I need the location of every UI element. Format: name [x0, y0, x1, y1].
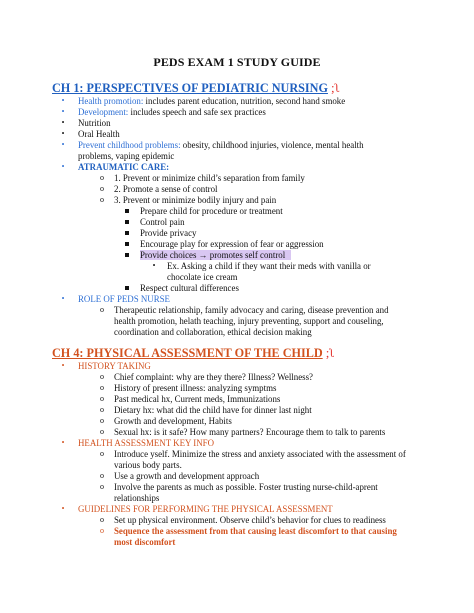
list-item-continued: problems, vaping epidemic: [78, 151, 175, 161]
list-item: • HEALTH ASSESSMENT KEY INFO: [61, 438, 215, 448]
sub-item-continued: health promotion, helath teaching, injury preventing, support and couseling,: [114, 316, 384, 326]
sub-item: o Sequence the assessment from that causing least discomfort to that causing: [100, 526, 397, 536]
list-item: • Nutrition: [61, 118, 111, 128]
chapter-1-heading-text: CH 1: PERSPECTIVES OF PEDIATRIC NURSING: [52, 81, 328, 95]
sub-item: o Past medical hx, Current meds, Immunizations: [100, 394, 281, 404]
sub-item: o Dietary hx: what did the child have for dinner last night: [100, 405, 312, 415]
sub-sub-item: Respect cultural differences: [122, 283, 239, 294]
handwritten-mark: ;ʅ: [330, 80, 341, 95]
list-item: • Health promotion: includes parent education, nutrition, second hand smoke: [61, 96, 346, 106]
sub-item: o Set up physical environment. Observe child’s behavior for clues to readiness: [100, 515, 386, 525]
sub-item: o 1. Prevent or minimize child’s separation from family: [100, 173, 305, 183]
list-item: • Development: includes speech and safe sex practices: [61, 107, 266, 117]
sub-item-continued: most discomfort: [114, 537, 176, 547]
list-item: • HISTORY TAKING: [61, 361, 151, 371]
list-item: • GUIDELINES FOR PERFORMING THE PHYSICAL ASSESSMENT: [61, 504, 333, 514]
list-item: • Prevent childhood problems: obesity, childhood injuries, violence, mental health: [61, 140, 364, 150]
sub-item: o History of present illness: analyzing symptms: [100, 383, 277, 393]
handwritten-mark: ;ʅ: [325, 345, 335, 360]
sub-item: o Use a growth and development approach: [100, 471, 260, 481]
sub-item: o Sexual hx: is it safe? How many partners? Encourage them to talk to parents: [100, 427, 386, 437]
chapter-4-heading-text: CH 4: PHYSICAL ASSESSMENT OF THE CHILD: [52, 346, 323, 360]
sub-item-continued: relationships: [114, 493, 160, 503]
sub-item: o Chief complaint: why are they there? Illness? Wellness?: [100, 372, 313, 382]
document-title: PEDS EXAM 1 STUDY GUIDE: [153, 55, 321, 69]
chapter-4-heading: [52, 345, 335, 361]
chapter-1-heading: [52, 80, 340, 96]
sub-item: o 2. Promote a sense of control: [100, 184, 218, 194]
sub-item-continued: coordination and collaboration, ethical decision making: [114, 327, 312, 337]
sub-item: o Introduce yself. Minimize the stress and anxiety associated with the assessment of: [100, 449, 406, 459]
list-item: • ATRAUMATIC CARE:: [61, 162, 170, 172]
sub-sub-item-highlighted: Provide choices → promotes self control: [122, 250, 291, 261]
sub-item: o Therapeutic relationship, family advocacy and caring, disease prevention and: [100, 305, 389, 315]
list-item: • Oral Health: [61, 129, 120, 139]
list-item: • ROLE OF PEDS NURSE: [61, 294, 170, 304]
sub-item: o Involve the parents as much as possible. Foster trusting nurse-child-aprent: [100, 482, 378, 492]
sub-sub-item: Encourage play for expression of fear or aggression: [122, 239, 324, 250]
sub-sub-item: Provide privacy: [122, 228, 196, 239]
example-item: • Ex. Asking a child if they want their meds with vanilla or: [152, 261, 371, 271]
sub-sub-item: Control pain: [122, 217, 185, 228]
sub-item: o 3. Prevent or minimize bodily injury and pain: [100, 195, 277, 205]
sub-sub-item: Prepare child for procedure or treatment: [122, 206, 283, 217]
example-item-continued: chocolate ice cream: [167, 272, 238, 282]
sub-item: o Growth and development, Habits: [100, 416, 232, 426]
sub-item-continued: various body parts.: [114, 460, 182, 470]
